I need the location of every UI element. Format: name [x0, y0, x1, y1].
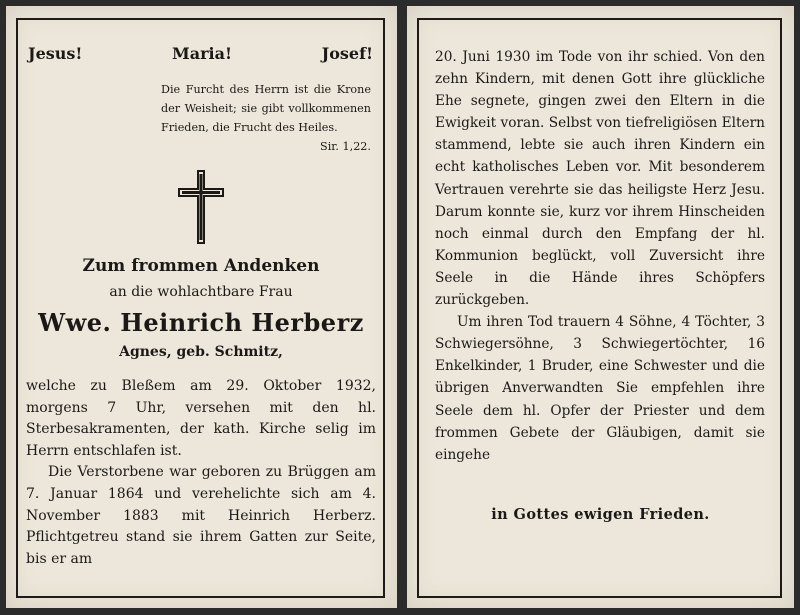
closing-line: in Gottes ewigen Frieden. [491, 506, 710, 523]
left-page [6, 6, 397, 608]
cross-icon [176, 169, 226, 247]
quote-reference: Sir. 1,22. [320, 140, 371, 153]
memorial-heading: Zum frommen Andenken [82, 256, 320, 276]
biography-paragraph: Die Verstorbene war geboren zu Brüggen am 7. Januar 1864 und verehelichte sich am 4. November 1883 mit Heinrich Herberz. Pflichtgetreu stand sie ihrem Gatten zur Seite, bis er am [26, 464, 376, 567]
maiden-name-line: Agnes, geb. Schmitz, [119, 344, 283, 360]
biography-continued-paragraph: 20. Juni 1930 im Tode von ihr schied. Von den zehn Kindern, mit denen Gott ihre glückliche Ehe segnete, gingen zwei den Eltern in die Ewigkeit voran. Selbst von tiefreligiösen Eltern stammend, lebte sie auch ihren Kindern ein echt katholisches Leben vor. Mit besonderem Vertrauen verehrte sie das heiligste Herz Jesu. Darum konnte sie, kurz vor ihrem Hinscheiden noch einmal durch den Empfang der hl. Kommunion beglückt, voll Zuversicht ihre Seele in die Hände ihres Schöpfers zurückgeben. [435, 49, 765, 309]
intro-line: an die wohlachtbare Frau [109, 284, 293, 300]
right-page [407, 6, 794, 608]
death-notice-paragraph: welche zu Bleßem am 29. Oktober 1932, morgens 7 Uhr, versehen mit den hl. Sterbesakramenten, der kath. Kirche selig im Herrn entschlafen ist. [26, 378, 376, 459]
quote-text: Die Furcht des Herrn ist die Krone der Weisheit; sie gibt vollkommenen Frieden, die Frucht des Heiles. [161, 83, 371, 134]
left-page-text [26, 376, 376, 570]
invocations [28, 44, 373, 63]
mourners-paragraph: Um ihren Tod trauern 4 Söhne, 4 Töchter, 3 Schwiegersöhne, 3 Schwiegertöchter, 16 Enkelkinder, 1 Bruder, eine Schwester und die übrigen Anverwandten Sie empfehlen ihre Seele dem hl. Opfer der Priester und dem frommen Gebete der Gläubigen, damit sie eingehe [435, 314, 765, 463]
right-page-text [435, 46, 765, 466]
scripture-quote [161, 80, 371, 156]
deceased-name: Wwe. Heinrich Herberz [38, 308, 364, 337]
invocation-maria: Maria! [172, 44, 233, 63]
invocation-josef: Josef! [321, 44, 373, 63]
invocation-jesus: Jesus! [28, 44, 83, 63]
